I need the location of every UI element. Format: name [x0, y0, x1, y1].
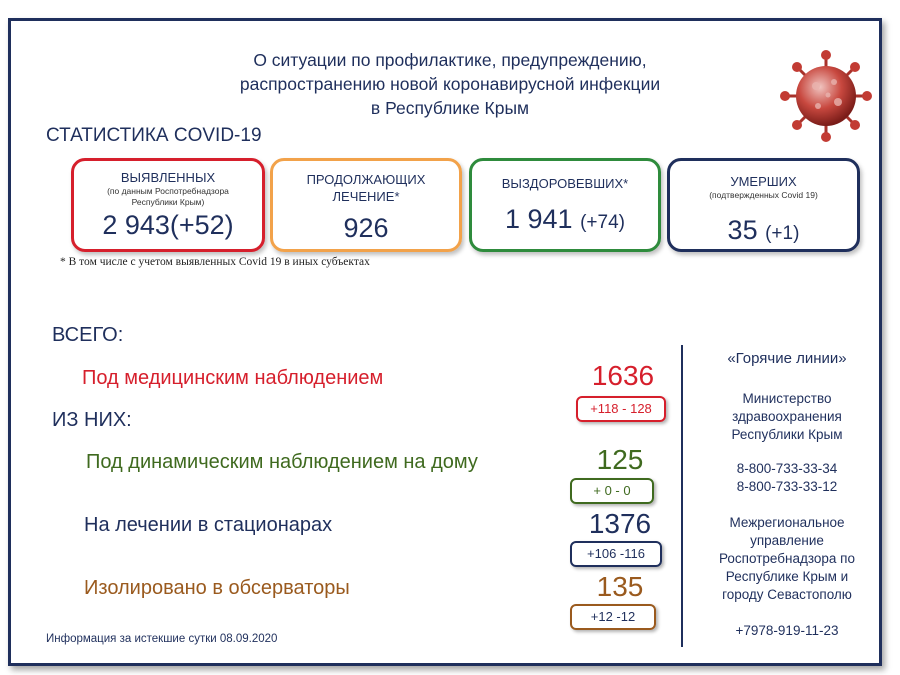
home-observation-delta: + 0 - 0 — [570, 478, 654, 504]
divider-line — [681, 345, 683, 647]
rospotrebnadzor-block — [700, 514, 874, 604]
ministry-line: Министерство — [742, 391, 832, 406]
died-card — [667, 158, 860, 252]
rpn-line: Межрегиональное — [729, 515, 845, 530]
medical-observation-value: 1636 — [591, 360, 655, 391]
coronavirus-icon — [778, 50, 874, 142]
hospital-label: На лечении в стационарах — [84, 514, 333, 536]
detected-title: ВЫЯВЛЕННЫХ — [120, 170, 216, 185]
hotline-phone: 8-800-733-33-12 — [736, 479, 838, 494]
hotline-phone: 8-800-733-33-34 — [736, 461, 838, 476]
detected-subtitle-1: (по данным Роспотребнадзора — [107, 186, 229, 196]
title-line-3: в Республике Крым — [370, 98, 530, 118]
recovered-card — [469, 158, 661, 252]
detected-subtitle-2: Республики Крым) — [131, 197, 205, 207]
observatory-delta: +12 -12 — [570, 604, 656, 630]
hospital-value: 1376 — [588, 508, 652, 539]
home-observation-value: 125 — [596, 444, 644, 475]
treating-title-1: ПРОДОЛЖАЮЩИХ — [306, 172, 426, 187]
statistics-heading: СТАТИСТИКА COVID-19 — [46, 125, 262, 146]
footnote: * В том числе с учетом выявленных Covid 19 в иных субъектах — [60, 256, 370, 268]
recovered-value: 1 941 — [505, 204, 573, 234]
observatory-value: 135 — [596, 571, 644, 602]
treating-title-2: ЛЕЧЕНИЕ* — [332, 189, 400, 204]
page-title — [200, 48, 700, 120]
medical-observation-label: Под медицинским наблюдением — [82, 367, 384, 389]
recovered-title: ВЫЗДОРОВЕВШИХ* — [501, 176, 629, 191]
observatory-label: Изолировано в обсерваторы — [84, 577, 350, 599]
treating-value: 926 — [343, 213, 389, 243]
died-value: 35 — [727, 215, 758, 245]
title-line-1: О ситуации по профилактике, предупреждению, — [253, 50, 647, 70]
died-subtitle: (подтвержденных Covid 19) — [709, 190, 818, 200]
medical-observation-delta: +118 - 128 — [576, 396, 666, 422]
rpn-line: управление — [750, 533, 824, 548]
ministry-block — [700, 390, 874, 444]
detected-value: 2 943(+52) — [102, 210, 234, 240]
died-title: УМЕРШИХ — [730, 174, 797, 189]
rpn-line: Роспотребнадзора по — [719, 551, 855, 566]
ministry-line: Республики Крым — [731, 427, 843, 442]
died-delta: (+1) — [765, 223, 800, 244]
rospotrebnadzor-phone: +7978-919-11-23 — [735, 623, 839, 638]
hospital-delta: +106 -116 — [570, 541, 662, 567]
detected-card — [71, 158, 265, 252]
recovered-delta: (+74) — [580, 212, 625, 233]
total-heading: ВСЕГО: — [52, 324, 124, 346]
rpn-line: городу Севастополю — [722, 587, 852, 602]
home-observation-label: Под динамическим наблюдением на дому — [86, 451, 478, 473]
of-them-heading: ИЗ НИХ: — [52, 409, 132, 431]
info-date: Информация за истекшие сутки 08.09.2020 — [46, 633, 278, 645]
hotlines-title: «Горячие линии» — [727, 350, 847, 367]
ministry-line: здравоохранения — [732, 409, 842, 424]
title-line-2: распространению новой коронавирусной инфекции — [239, 74, 661, 94]
ministry-phones — [700, 460, 874, 496]
treating-card — [270, 158, 462, 252]
rpn-line: Республике Крым и — [725, 569, 849, 584]
